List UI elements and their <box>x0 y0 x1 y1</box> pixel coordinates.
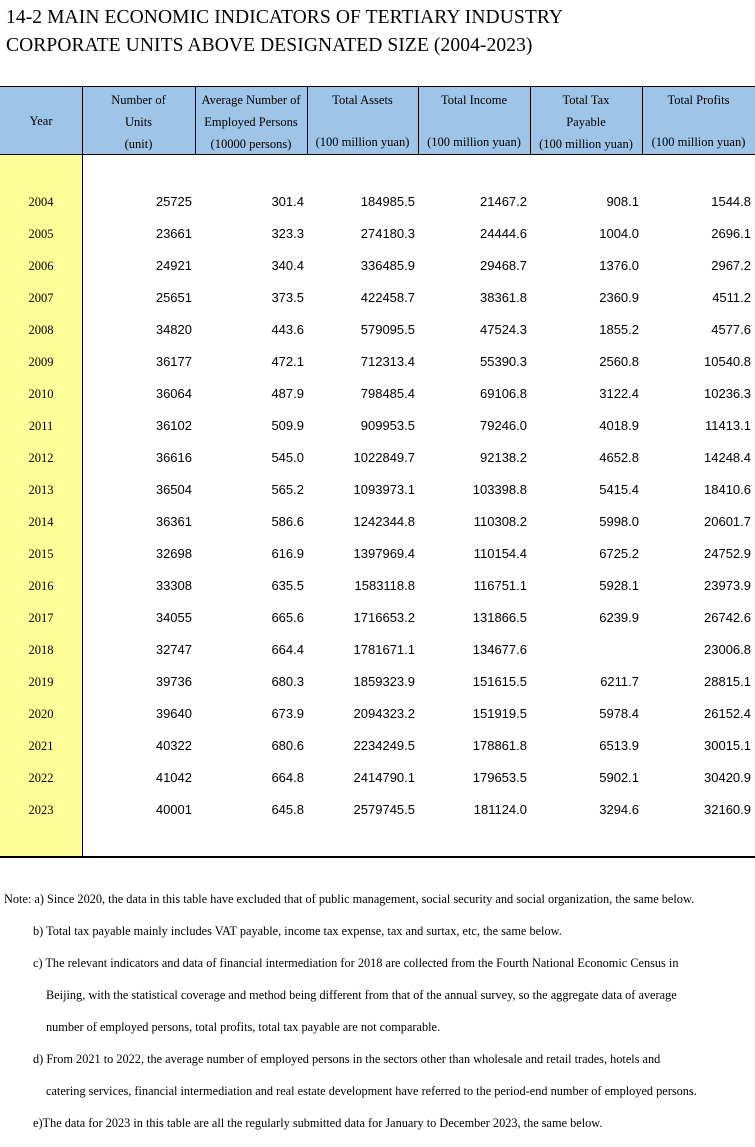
table-row <box>0 538 755 570</box>
note-line: d) From 2021 to 2022, the average number of employed persons in the sectors other than wholesale and retail trades, hotels and <box>33 1052 661 1066</box>
value-cell: 184985.5 <box>360 194 415 209</box>
column-header <box>530 89 642 153</box>
value-cell: 908.1 <box>606 194 639 209</box>
table-row <box>0 570 755 602</box>
value-cell: 2696.1 <box>711 226 751 241</box>
table-row <box>0 282 755 314</box>
value-cell: 10540.8 <box>704 354 751 369</box>
table-row <box>0 666 755 698</box>
value-cell <box>529 634 639 666</box>
table-row <box>0 506 755 538</box>
value-cell: 336485.9 <box>360 258 415 273</box>
value-cell: 11413.1 <box>704 418 751 433</box>
value-cell: 25651 <box>155 290 192 305</box>
value-cell: 1093973.1 <box>353 482 415 497</box>
value-cell: 5978.4 <box>599 706 639 721</box>
value-cell: 33308 <box>155 578 192 593</box>
table-row <box>0 730 755 762</box>
value-cell: 36102 <box>155 418 192 433</box>
value-cell: 422458.7 <box>360 290 415 305</box>
value-cell: 4511.2 <box>712 290 751 305</box>
column-header-line: Total Tax <box>562 93 610 107</box>
value-cell: 30015.1 <box>704 738 751 753</box>
value-cell: 680.3 <box>271 674 304 689</box>
value-cell: 179653.5 <box>472 770 527 785</box>
value-cell: 39640 <box>155 706 192 721</box>
table-row <box>0 602 755 634</box>
value-cell: 36064 <box>155 386 192 401</box>
column-header-line: Number of <box>111 93 166 107</box>
value-cell: 1397969.4 <box>353 546 415 561</box>
column-header-line: Employed Persons <box>204 115 298 129</box>
value-cell: 1716653.2 <box>353 610 415 625</box>
year-cell: 2010 <box>28 387 54 401</box>
value-cell: 3294.6 <box>599 802 639 817</box>
year-cell: 2007 <box>28 291 54 305</box>
value-cell: 23661 <box>155 226 192 241</box>
value-cell: 565.2 <box>271 482 304 497</box>
value-cell: 24921 <box>155 258 192 273</box>
value-cell: 635.5 <box>271 578 304 593</box>
year-cell: 2015 <box>28 547 54 561</box>
value-cell: 40001 <box>155 802 192 817</box>
value-cell: 36504 <box>155 482 192 497</box>
table-row <box>0 474 755 506</box>
value-cell: 55390.3 <box>480 354 527 369</box>
table-row <box>0 218 755 250</box>
value-cell: 151919.5 <box>472 706 527 721</box>
title-line-1: 14-2 MAIN ECONOMIC INDICATORS OF TERTIARY INDUSTRY <box>6 7 564 28</box>
value-cell: 32160.9 <box>704 802 751 817</box>
value-cell: 41042 <box>155 770 192 785</box>
column-header <box>307 89 418 153</box>
note-line: number of employed persons, total profits, total tax payable are not comparable. <box>46 1020 441 1034</box>
value-cell: 2414790.1 <box>353 770 415 785</box>
value-cell: 40322 <box>155 738 192 753</box>
year-cell: 2005 <box>28 227 54 241</box>
value-cell: 665.6 <box>271 610 304 625</box>
value-cell: 1583118.8 <box>354 578 415 593</box>
value-cell: 34820 <box>155 322 192 337</box>
page-title <box>6 4 746 60</box>
column-header-line: Total Assets <box>332 93 393 107</box>
value-cell: 472.1 <box>271 354 304 369</box>
note-line: e)The data for 2023 in this table are all the regularly submitted data for January to December 2023, the same below. <box>33 1116 603 1130</box>
column-header-line: (unit) <box>124 137 153 151</box>
value-cell: 1859323.9 <box>353 674 415 689</box>
value-cell: 39736 <box>155 674 192 689</box>
value-cell: 3122.4 <box>599 386 639 401</box>
note-line: catering services, financial intermediation and real estate development have referred to the period-end number of employed persons. <box>46 1084 697 1098</box>
value-cell: 1855.2 <box>599 322 639 337</box>
value-cell: 103398.8 <box>472 482 527 497</box>
value-cell: 36177 <box>155 354 192 369</box>
value-cell: 47524.3 <box>480 322 527 337</box>
column-header-line: Payable <box>566 115 606 129</box>
table-row <box>0 186 755 218</box>
table-row <box>0 634 755 666</box>
header-bottom-rule <box>0 154 755 155</box>
value-cell: 664.8 <box>271 770 304 785</box>
value-cell: 586.6 <box>271 514 304 529</box>
value-cell: 680.6 <box>271 738 304 753</box>
value-cell: 10236.3 <box>704 386 751 401</box>
year-cell: 2022 <box>28 771 54 785</box>
value-cell: 5928.1 <box>599 578 639 593</box>
column-header-line: Units <box>124 115 153 129</box>
title-line-2: CORPORATE UNITS ABOVE DESIGNATED SIZE (2004-2023) <box>6 35 533 56</box>
value-cell: 2360.9 <box>599 290 639 305</box>
table-row <box>0 314 755 346</box>
indicators-table <box>0 86 755 858</box>
table-row <box>0 442 755 474</box>
column-header-line: Average Number of <box>201 93 301 107</box>
column-header-line: Total Profits <box>667 93 730 107</box>
year-cell: 2006 <box>28 259 54 273</box>
value-cell: 24752.9 <box>704 546 751 561</box>
value-cell: 110154.4 <box>473 546 527 561</box>
value-cell: 545.0 <box>271 450 304 465</box>
year-cell: 2008 <box>28 323 54 337</box>
value-cell: 1004.0 <box>599 226 639 241</box>
table-row <box>0 378 755 410</box>
value-cell: 110308.2 <box>473 514 527 529</box>
note-line: Beijing, with the statistical coverage and method being different from that of the annual survey, so the aggregate data of average <box>46 988 677 1002</box>
value-cell: 30420.9 <box>704 770 751 785</box>
table-row <box>0 346 755 378</box>
column-header-line: Year <box>29 113 53 128</box>
year-cell: 2018 <box>28 643 54 657</box>
year-cell: 2016 <box>28 579 54 593</box>
value-cell: 443.6 <box>271 322 304 337</box>
value-cell: 26152.4 <box>704 706 751 721</box>
year-cell: 2013 <box>28 483 54 497</box>
value-cell: 274180.3 <box>360 226 415 241</box>
value-cell: 36616 <box>155 450 192 465</box>
column-header-line: (100 million yuan) <box>651 135 746 149</box>
value-cell: 151615.5 <box>472 674 527 689</box>
value-cell: 92138.2 <box>480 450 527 465</box>
value-cell: 1544.8 <box>711 194 751 209</box>
value-cell: 509.9 <box>271 418 304 433</box>
table-row <box>0 250 755 282</box>
value-cell: 2967.2 <box>711 258 751 273</box>
value-cell: 4577.6 <box>711 322 751 337</box>
value-cell: 323.3 <box>271 226 304 241</box>
value-cell: 487.9 <box>271 386 304 401</box>
value-cell: 24444.6 <box>480 226 527 241</box>
value-cell: 2579745.5 <box>353 802 415 817</box>
value-cell: 909953.5 <box>360 418 415 433</box>
table-row <box>0 698 755 730</box>
value-cell: 1022849.7 <box>353 450 415 465</box>
value-cell: 20601.7 <box>704 514 751 529</box>
value-cell: 79246.0 <box>480 418 527 433</box>
year-cell: 2023 <box>28 803 54 817</box>
value-cell: 664.4 <box>271 642 304 657</box>
value-cell: 645.8 <box>271 802 304 817</box>
value-cell: 6725.2 <box>599 546 639 561</box>
value-cell: 134677.6 <box>472 642 527 657</box>
value-cell: 2234249.5 <box>353 738 415 753</box>
value-cell: 4018.9 <box>599 418 639 433</box>
value-cell: 4652.8 <box>599 450 639 465</box>
note-line: b) Total tax payable mainly includes VAT payable, income tax expense, tax and surtax, etc, the same below. <box>33 924 562 938</box>
value-cell: 301.4 <box>271 194 304 209</box>
column-header-line: (100 million yuan) <box>427 135 521 149</box>
year-cell: 2020 <box>28 707 54 721</box>
note-line: c) The relevant indicators and data of financial intermediation for 2018 are collected from the Fourth National Economic Census in <box>33 956 679 970</box>
value-cell: 131866.5 <box>472 610 527 625</box>
value-cell: 2094323.2 <box>353 706 415 721</box>
year-cell: 2019 <box>28 675 54 689</box>
value-cell: 1376.0 <box>599 258 639 273</box>
value-cell: 5998.0 <box>599 514 639 529</box>
value-cell: 6513.9 <box>599 738 639 753</box>
value-cell: 32698 <box>155 546 192 561</box>
value-cell: 5902.1 <box>599 770 639 785</box>
value-cell: 29468.7 <box>480 258 527 273</box>
column-header-line: (100 million yuan) <box>539 137 633 151</box>
year-cell: 2012 <box>28 451 54 465</box>
value-cell: 712313.4 <box>360 354 415 369</box>
value-cell: 32747 <box>155 642 192 657</box>
value-cell: 5415.4 <box>599 482 639 497</box>
column-header <box>0 87 82 154</box>
value-cell: 14248.4 <box>704 450 751 465</box>
value-cell: 616.9 <box>271 546 304 561</box>
value-cell: 69106.8 <box>480 386 527 401</box>
value-cell: 116751.1 <box>473 578 527 593</box>
value-cell: 38361.8 <box>480 290 527 305</box>
value-cell: 1781671.1 <box>353 642 415 657</box>
year-cell: 2014 <box>28 515 54 529</box>
value-cell: 18410.6 <box>704 482 751 497</box>
value-cell: 36361 <box>155 514 192 529</box>
value-cell: 178861.8 <box>472 738 527 753</box>
column-header-line: (100 million yuan) <box>315 135 410 149</box>
value-cell: 34055 <box>155 610 192 625</box>
table-bottom-rule <box>0 856 755 858</box>
column-header-line: Total Income <box>440 93 508 107</box>
column-header-line: (10000 persons) <box>210 137 292 151</box>
value-cell: 673.9 <box>271 706 304 721</box>
year-cell: 2009 <box>28 355 54 369</box>
table-row <box>0 794 755 826</box>
value-cell: 25725 <box>155 194 192 209</box>
column-header <box>195 89 307 153</box>
year-cell: 2011 <box>28 419 54 433</box>
year-cell: 2004 <box>28 195 54 209</box>
column-header <box>418 89 530 153</box>
value-cell: 1242344.8 <box>353 514 415 529</box>
year-cell: 2017 <box>28 611 54 625</box>
value-cell: 579095.5 <box>360 322 415 337</box>
table-row <box>0 410 755 442</box>
value-cell: 21467.2 <box>480 194 527 209</box>
value-cell: 373.5 <box>271 290 304 305</box>
column-header <box>642 89 755 153</box>
value-cell: 2560.8 <box>599 354 639 369</box>
value-cell: 6239.9 <box>599 610 639 625</box>
value-cell: 23006.8 <box>704 642 751 657</box>
value-cell: 28815.1 <box>704 674 751 689</box>
column-header <box>82 89 195 153</box>
year-cell: 2021 <box>28 739 54 753</box>
value-cell: 6211.7 <box>600 674 639 689</box>
value-cell: 798485.4 <box>360 386 415 401</box>
value-cell: 340.4 <box>271 258 304 273</box>
value-cell: 23973.9 <box>704 578 751 593</box>
table-row <box>0 762 755 794</box>
value-cell: 181124.0 <box>473 802 527 817</box>
note-line: Note: a) Since 2020, the data in this table have excluded that of public management, social security and social organization, the same below. <box>4 892 695 906</box>
value-cell: 26742.6 <box>704 610 751 625</box>
